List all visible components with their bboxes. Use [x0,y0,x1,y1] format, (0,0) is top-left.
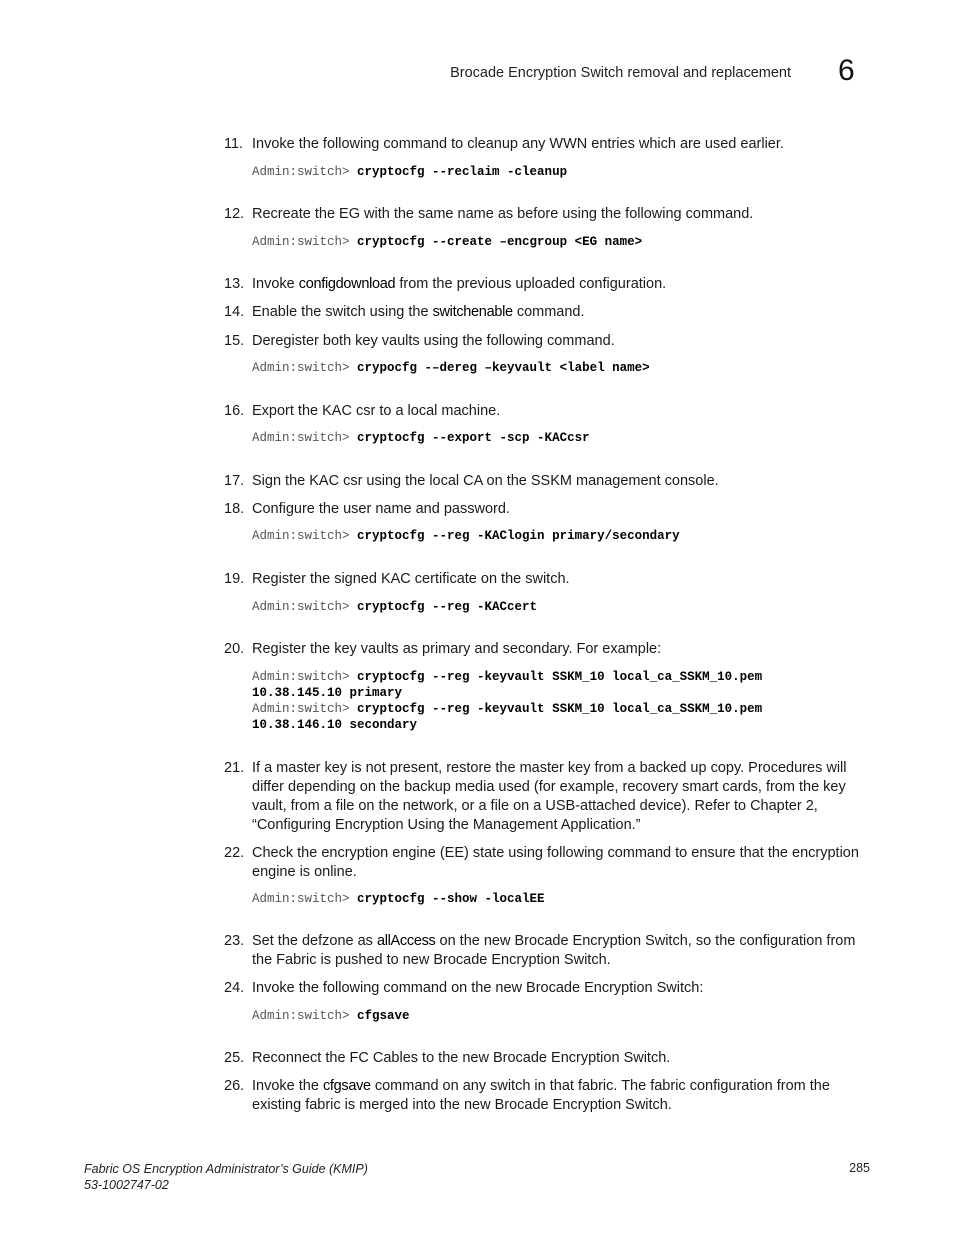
code-prompt: Admin:switch> [252,670,358,684]
step-number: 25. [224,1050,245,1066]
inline-command: configdownload [298,276,396,292]
code-command: cryptocfg --reg -keyvault SSKM_10 local_ca_SSKM_10.pem [357,670,763,684]
chapter-number: 6 [838,54,855,87]
step-number: 20. [224,641,245,657]
step-number: 23. [224,933,245,949]
page-number: 285 [849,1161,870,1175]
step-text-pre: Invoke [252,276,299,292]
step-number: 12. [224,206,245,222]
step-text [252,303,870,322]
code-block-11 [252,164,567,180]
footer-doc-id: 53-1002747-02 [84,1178,169,1192]
step-text [252,275,870,294]
code-command: cryptocfg --reclaim -cleanup [357,165,568,179]
code-prompt: Admin:switch> [252,892,358,906]
step-text-post: command on any switch in that fabric. The fabric configuration from the existing fabric is merged into the new Brocade Encryption Switch. [252,1078,830,1113]
step-text: Recreate the EG with the same name as before using the following command. [252,206,754,222]
code-prompt: Admin:switch> [252,361,358,375]
step-number: 26. [224,1078,245,1094]
code-prompt: Admin:switch> [252,600,358,614]
code-command: cryptocfg --show -localEE [357,892,545,906]
inline-command: allAccess [376,933,436,949]
code-prompt: Admin:switch> [252,702,358,716]
code-block-12 [252,234,642,250]
code-command: 10.38.146.10 secondary [252,718,418,732]
step-text: Sign the KAC csr using the local CA on the SSKM management console. [252,473,719,489]
code-command: cryptocfg --reg -KACcert [357,600,538,614]
inline-command: switchenable [432,304,513,320]
step-text: Check the encryption engine (EE) state using following command to ensure that the encryption engine is online. [252,845,859,880]
code-prompt: Admin:switch> [252,235,358,249]
code-command: cryptocfg --reg -keyvault SSKM_10 local_ca_SSKM_10.pem [357,702,763,716]
header-title: Brocade Encryption Switch removal and replacement [450,65,791,81]
code-command: cfgsave [357,1009,410,1023]
inline-command: cfgsave [322,1078,371,1094]
step-text-post: command. [512,304,585,320]
step-number: 15. [224,333,245,349]
step-number: 16. [224,403,245,419]
step-text: Configure the user name and password. [252,501,510,517]
step-text-post: from the previous uploaded configuration. [395,276,667,292]
step-number: 24. [224,980,245,996]
running-header [0,54,954,94]
code-command: 10.38.145.10 primary [252,686,403,700]
step-text: Register the key vaults as primary and secondary. For example: [252,641,662,657]
step-text-pre: Invoke the [252,1078,323,1094]
step-text-post: on the new Brocade Encryption Switch, so the configuration from the Fabric is pushed to new Brocade Encryption Switch. [252,933,856,968]
code-prompt: Admin:switch> [252,1009,358,1023]
step-number: 22. [224,845,245,861]
code-prompt: Admin:switch> [252,431,358,445]
step-text: Reconnect the FC Cables to the new Brocade Encryption Switch. [252,1050,671,1066]
code-command: cryptocfg --export -scp -KACcsr [357,431,590,445]
step-text: If a master key is not present, restore the master key from a backed up copy. Procedures will differ depending on the backup media used (for example, recovery smart cards, from the key vault, from a file on the network, or a file on a USB-attached device). Refer to Chapter 2, “Configuring Encryption Using the Management Application.” [252,760,847,833]
code-command: cryptocfg --reg -KAClogin primary/secondary [357,529,680,543]
step-text [252,932,870,970]
step-number: 17. [224,473,245,489]
code-block-18 [252,528,680,544]
step-text: Register the signed KAC certificate on the switch. [252,571,570,587]
step-text [252,1077,870,1115]
code-prompt: Admin:switch> [252,529,358,543]
code-block-16 [252,430,590,446]
step-text-pre: Set the defzone as [252,933,377,949]
code-block-22 [252,891,545,907]
code-command: cryptocfg --create –encgroup <EG name> [357,235,643,249]
step-number: 18. [224,501,245,517]
step-text: Invoke the following command to cleanup any WWN entries which are used earlier. [252,136,784,152]
footer-title: Fabric OS Encryption Administrator’s Guide (KMIP) [84,1162,368,1176]
code-block-20 [252,669,762,733]
code-block-15 [252,360,650,376]
code-prompt: Admin:switch> [252,165,358,179]
step-text-pre: Enable the switch using the [252,304,433,320]
code-block-24 [252,1008,410,1024]
step-text: Export the KAC csr to a local machine. [252,403,501,419]
step-number: 11. [224,136,244,152]
step-text: Deregister both key vaults using the following command. [252,333,615,349]
step-number: 13. [224,276,245,292]
step-text: Invoke the following command on the new Brocade Encryption Switch: [252,980,704,996]
code-command: crypocfg -–dereg –keyvault <label name> [357,361,650,375]
step-number: 21. [224,760,245,776]
step-number: 19. [224,571,245,587]
code-block-19 [252,599,537,615]
step-number: 14. [224,304,245,320]
